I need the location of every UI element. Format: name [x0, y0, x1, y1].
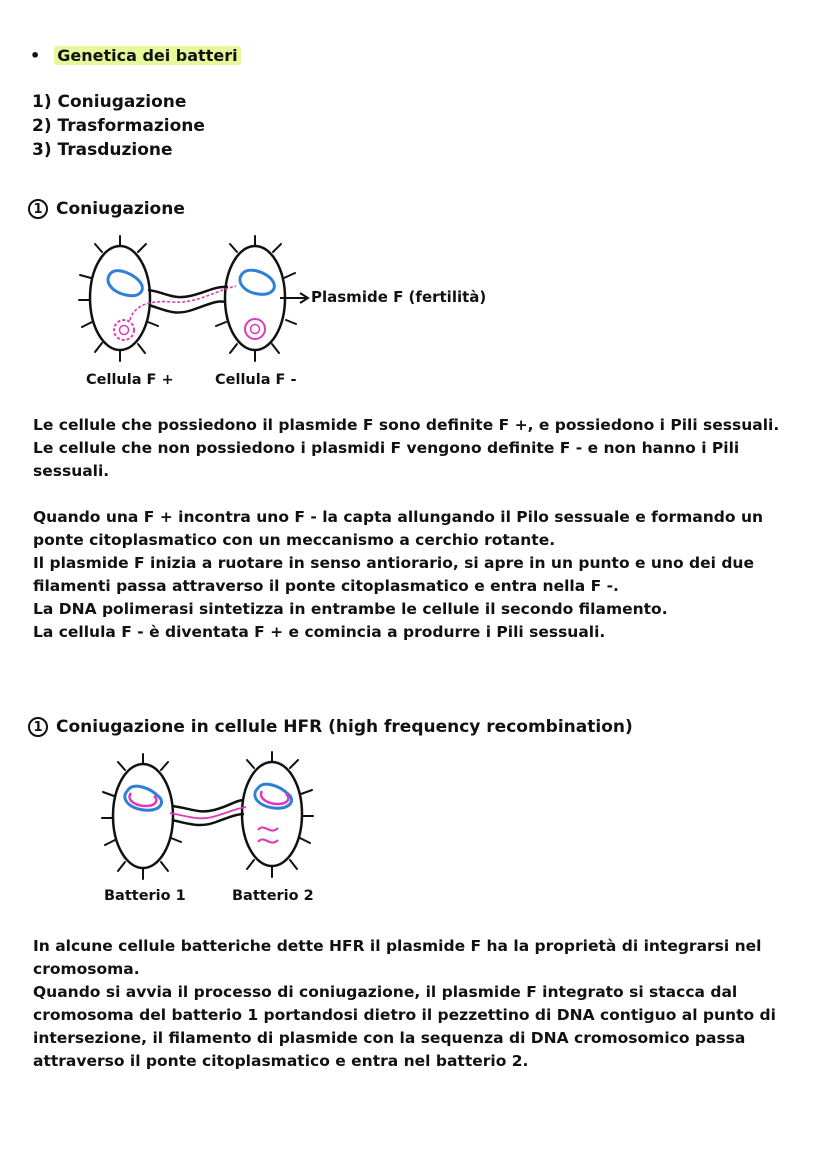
bacterium-1-label: Batterio 1 [104, 888, 186, 904]
list-item: 1) Coniugazione [32, 92, 187, 112]
cell-f-plus-label: Cellula F + [86, 372, 174, 388]
paragraph: Le cellule che non possiedono i plasmidi F vengono definite F - e non hanno i Pili sessuali. [33, 439, 740, 480]
list-item: 2) Trasformazione [32, 116, 205, 136]
paragraph: In alcune cellule batteriche dette HFR il plasmide F ha la proprietà di integrarsi nel cromosoma. [33, 937, 762, 978]
plasmid-label: Plasmide F (fertilità) [311, 288, 487, 306]
paragraph: Quando si avvia il processo di coniugazione, il plasmide F integrato si stacca dal cromosoma del batterio 1 portandosi dietro il pezzettino di DNA contiguo al punto di intersezione, il filamento di plasmide con la sequenza di DNA cromosomico passa attraverso il ponte citoplasmatico e entra nel batterio 2. [33, 983, 776, 1070]
paragraph: Le cellule che possiedono il plasmide F sono definite F +, e possiedono i Pili sessuali. [33, 416, 780, 434]
list-item: 3) Trasduzione [32, 140, 173, 160]
bullet: • [30, 46, 41, 65]
section1-title: Coniugazione [56, 199, 185, 219]
paragraph: Il plasmide F inizia a ruotare in senso antiorario, si apre in un punto e uno dei due filamenti passa attraverso il ponte citoplasmatico e entra nella F -. [33, 554, 754, 595]
section2-number: 1 [28, 717, 48, 737]
cell-f-minus-label: Cellula F - [215, 372, 297, 388]
bacterium-2 [242, 752, 313, 877]
paragraph: La DNA polimerasi sintetizza in entrambe le cellule il secondo filamento. [33, 600, 668, 618]
section1-number: 1 [28, 199, 48, 219]
page-title: Genetica dei batteri [54, 46, 240, 65]
hfr-bridge [170, 800, 246, 825]
bacterium-2-label: Batterio 2 [232, 888, 314, 904]
paragraph: Quando una F + incontra uno F - la capta allungando il Pilo sessuale e formando un ponte citoplasmatico con un meccanismo a cerchio rotante. [33, 508, 764, 549]
paragraph: La cellula F - è diventata F + e comincia a produrre i Pili sessuali. [33, 623, 606, 641]
section2-title: Coniugazione in cellule HFR (high frequency recombination) [56, 717, 633, 737]
section2-text [33, 935, 803, 1073]
bacterium-1 [102, 754, 181, 879]
